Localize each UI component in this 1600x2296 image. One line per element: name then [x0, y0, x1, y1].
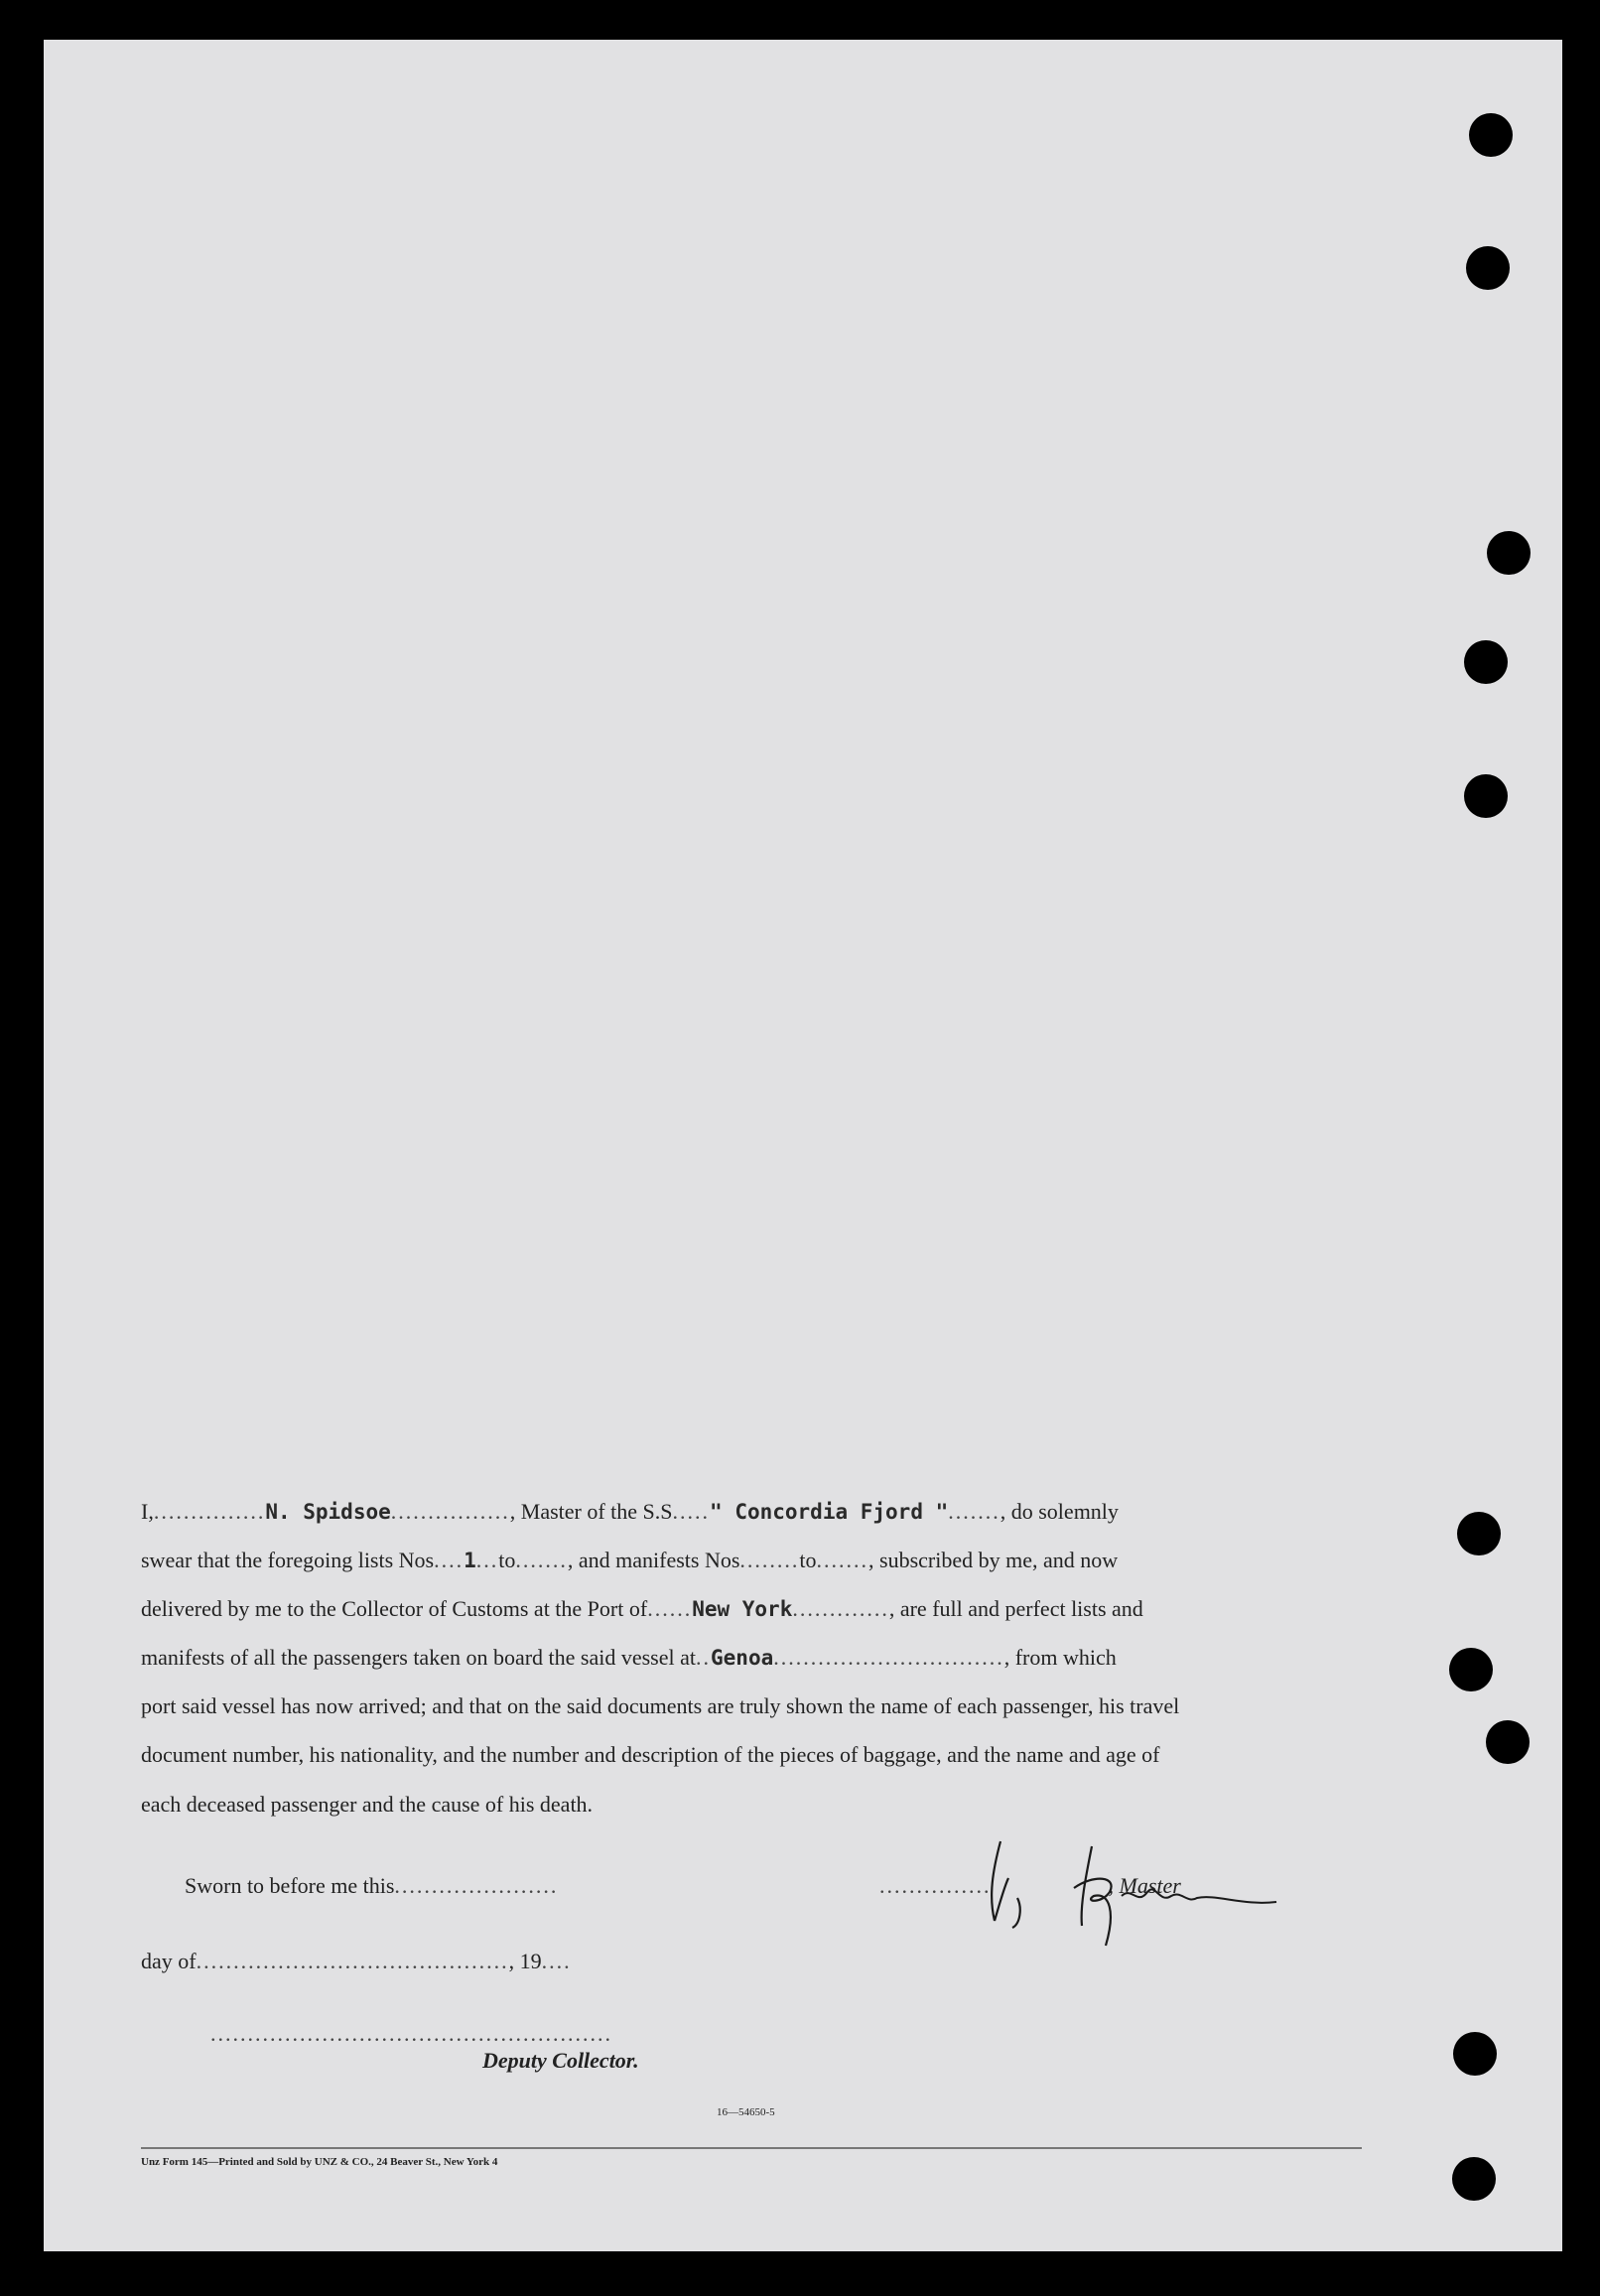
deputy-collector-label: Deputy Collector.	[482, 2048, 639, 2073]
oath-line-2: swear that the foregoing lists Nos....1...to......., and manifests Nos........to......., subscribed by me, and now	[141, 1548, 1119, 1572]
punch-hole	[1457, 1512, 1501, 1555]
document-page	[44, 40, 1562, 2251]
embark-port: Genoa	[711, 1646, 774, 1670]
oath-line-6: document number, his nationality, and the number and description of the pieces of baggage, and the name and age of	[141, 1742, 1160, 1767]
punch-hole	[1487, 531, 1531, 575]
oath-line-1: I,...............N. Spidsoe................, Master of the S.S....." Concordia Fjord "......., do solemnly	[141, 1499, 1119, 1524]
punch-hole	[1453, 2032, 1497, 2076]
punch-hole	[1469, 113, 1513, 157]
punch-hole	[1452, 2157, 1496, 2201]
punch-hole	[1464, 774, 1508, 818]
lists-number: 1	[464, 1549, 476, 1572]
punch-hole	[1464, 640, 1508, 684]
punch-hole	[1466, 246, 1510, 290]
sworn-line: Sworn to before me this......................	[185, 1873, 559, 1898]
punch-hole	[1449, 1648, 1493, 1691]
deputy-dots: ......................................................	[210, 2021, 612, 2046]
punch-hole	[1486, 1720, 1530, 1764]
master-name: N. Spidsoe	[265, 1500, 391, 1524]
form-code: 16—54650-5	[717, 2106, 775, 2118]
master-signature	[983, 1817, 1290, 1956]
oath-line-7: each deceased passenger and the cause of his death.	[141, 1792, 594, 1817]
port-name: New York	[692, 1597, 793, 1621]
vessel-name: " Concordia Fjord "	[710, 1500, 949, 1524]
oath-line-5: port said vessel has now arrived; and that on the said documents are truly shown the name of each passenger, his travel	[141, 1693, 1180, 1718]
oath-line-4: manifests of all the passengers taken on board the said vessel at..Genoa..............................., from which	[141, 1645, 1117, 1670]
master-signature-line: ............... , Master	[879, 1873, 1181, 1898]
footer-divider	[141, 2147, 1362, 2149]
oath-line-3: delivered by me to the Collector of Customs at the Port of......New York............., are full and perfect lists and	[141, 1596, 1143, 1621]
footer-imprint: Unz Form 145—Printed and Sold by UNZ & CO., 24 Beaver St., New York 4	[141, 2156, 498, 2168]
day-of-line: day of.........................................., 19....	[141, 1949, 572, 1973]
